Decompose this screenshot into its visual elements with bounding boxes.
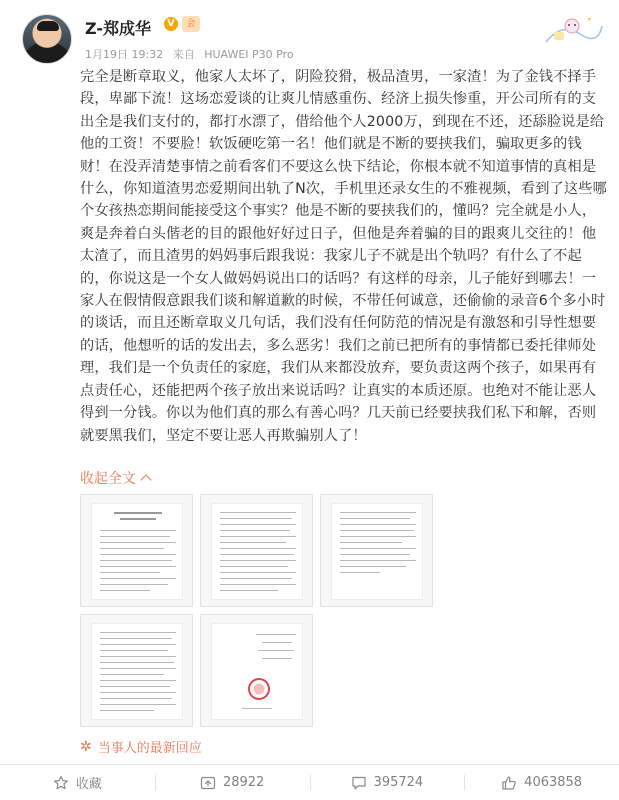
- favorite-button[interactable]: [0, 765, 155, 800]
- repost-count: 28922: [222, 775, 265, 790]
- seal-icon: [248, 678, 270, 700]
- comment-button[interactable]: [310, 765, 465, 800]
- comment-count: 395724: [373, 775, 424, 790]
- like-count: 4063858: [524, 775, 583, 790]
- chevron-up-icon: [140, 474, 151, 485]
- comment-icon: [351, 775, 367, 791]
- collapse-label: 收起全文: [80, 471, 136, 487]
- post-header: [22, 12, 612, 68]
- reply-label: 当事人的最新回应: [97, 741, 202, 756]
- like-icon: [501, 775, 517, 791]
- repost-button[interactable]: [155, 765, 310, 800]
- post-timestamp[interactable]: 1月19日 19:32: [85, 48, 164, 61]
- post-body: 完全是断章取义，他家人太坏了，阴险狡猾，极品渣男，一家渣！为了金钱不择手段，卑鄙下流！这场恋爱谈的让爽儿情感重伤、经济上损失惨重，开公司所有的支出全是我们支付的，都打水漂了，借给他个人2000万，到现在不还，还舔脸说是给他的工资！不要脸！软饭硬吃第一名！他们就是不断的要挟我们，骗取更多的钱财！在没弄清楚事情之前看客们不要这么快下结论，你根本就不知道事情的真相是什么，你知道渣男恋爱期间出轨了N次，手机里还录女生的不雅视频，看到了这些哪个女孩热恋期间能接受这个事实？他是不断的要挟我们的，懂吗？完全就是小人，爽是奔着白头偕老的目的跟他好好过日子，但他是奔着骗的目的跟爽儿交往的！他太渣了，而且渣男的妈妈事后跟我说：我家儿子不就是出个轨吗？有什么了不起的，你说这是一个女人做妈妈说出口的话吗？有这样的母亲，儿子能好到哪去！一家人在假情假意跟我们谈和解道歉的时候，不带任何诚意，还偷偷的录音6个多小时的谈话，而且还断章取义几句话，我们没有任何防范的情况是有激怒和引导性想要的话，他想听的话的发出去，多么恶劣！我们之前已把所有的事情都已委托律师处理，我们是一个负责任的家庭，我们从来都没放弃，要负责这两个孩子，如果再有点责任心，还能把两个孩子放出来说话吗？让真实的本质还原。也绝对不能让恶人得到一分钱。你以为他们真的那么有善心吗？几天前已经要挟我们私下和解，否则就要黑我们，坚定不要让恶人再欺骗别人了！: [80, 69, 607, 444]
- document-image[interactable]: [80, 614, 193, 727]
- vip-badge: 会: [182, 16, 200, 32]
- spark-icon: ✲: [80, 738, 92, 755]
- collapse-button[interactable]: [80, 468, 150, 488]
- document-image[interactable]: [320, 494, 433, 607]
- username[interactable]: Z-郑成华: [85, 19, 151, 38]
- like-button[interactable]: [464, 765, 619, 800]
- post-meta: [85, 46, 300, 62]
- repost-icon: [200, 775, 216, 791]
- action-bar: [0, 765, 619, 800]
- star-icon: [53, 775, 69, 791]
- document-image[interactable]: [80, 494, 193, 607]
- favorite-label: 收藏: [75, 777, 102, 792]
- card-decoration-icon: [542, 12, 604, 46]
- document-image[interactable]: [200, 494, 313, 607]
- verified-badge: V: [164, 17, 178, 31]
- source-device[interactable]: HUAWEI P30 Pro: [204, 48, 294, 61]
- avatar[interactable]: [22, 14, 72, 64]
- document-image[interactable]: [200, 614, 313, 727]
- latest-reply-link[interactable]: [80, 737, 202, 756]
- source-prefix: 来自: [172, 48, 195, 61]
